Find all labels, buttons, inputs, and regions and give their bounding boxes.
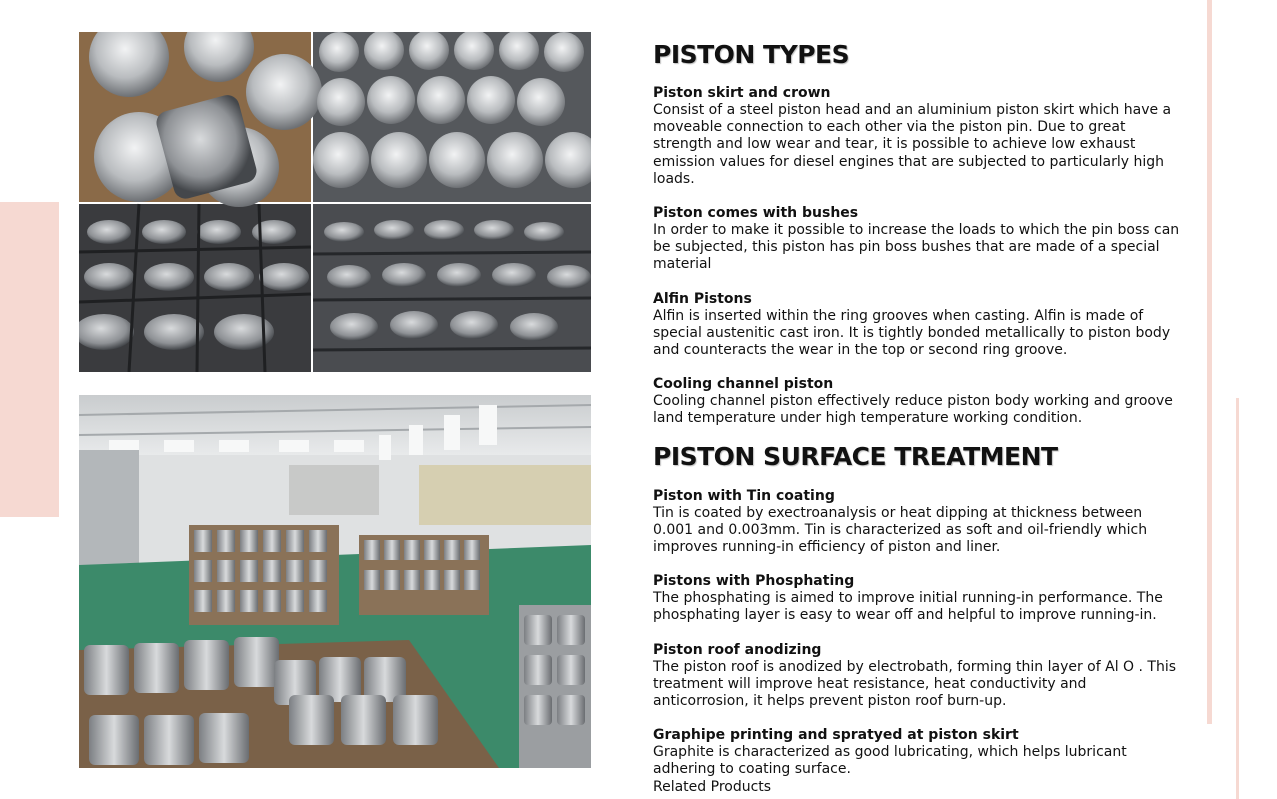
piston-type-item bbox=[653, 376, 1183, 427]
section-heading-piston-types: PISTON TYPES bbox=[653, 40, 850, 69]
treatment-item bbox=[653, 573, 1183, 624]
treatment-item bbox=[653, 642, 1183, 711]
item-title: Piston with Tin coating bbox=[653, 487, 835, 504]
item-title: Piston comes with bushes bbox=[653, 205, 859, 222]
item-description: Cooling channel piston effectively reduce piston body working and groove land temperature under high temperature working condition. bbox=[653, 393, 1173, 427]
item-description: Consist of a steel piston head and an aluminium piston skirt which have a moveable connection to each other via the piston pin. Due to great strength and low wear and tear, it is possible to achieve low exhaust emission values for diesel engines that are subjected to particularly high loads. bbox=[653, 102, 1172, 187]
related-products-link[interactable]: Related Products bbox=[653, 778, 772, 795]
decorative-bar-left bbox=[0, 202, 59, 517]
factory-floor-image bbox=[79, 395, 591, 768]
piston-type-item bbox=[653, 205, 1183, 274]
item-description: Tin is coated by exectroanalysis or heat dipping at thickness between 0.001 and 0.003mm. Tin is characterized as soft and oil-friendly which improves running-in efficiency of piston and liner. bbox=[653, 504, 1148, 556]
content-column bbox=[653, 40, 1183, 796]
item-description: The piston roof is anodized by electrobath, forming thin layer of Al O . This treatment will improve heat resistance, heat conductivity and anticorrosion, it helps prevent piston roof burn-up. bbox=[653, 658, 1177, 710]
item-title: Piston roof anodizing bbox=[653, 641, 822, 658]
item-description: The phosphating is aimed to improve initial running-in performance. The phosphating layer is easy to wear off and helpful to improve running-in. bbox=[653, 590, 1163, 624]
item-title: Cooling channel piston bbox=[653, 376, 834, 393]
treatment-item bbox=[653, 488, 1183, 557]
piston-type-item bbox=[653, 85, 1183, 188]
item-title: Piston skirt and crown bbox=[653, 85, 831, 101]
treatment-item bbox=[653, 727, 1183, 778]
item-title: Graphipe printing and spratyed at piston skirt bbox=[653, 727, 1019, 744]
item-title: Pistons with Phosphating bbox=[653, 573, 855, 590]
section-heading-surface-treatment: PISTON SURFACE TREATMENT bbox=[653, 441, 1058, 471]
decorative-line-right bbox=[1207, 0, 1212, 724]
piston-collage-image bbox=[79, 32, 591, 372]
item-description: Alfin is inserted within the ring grooves when casting. Alfin is made of special austenitic cast iron. It is tightly bonded metallically to piston body and counteracts the wear in the top or second ring groove. bbox=[653, 307, 1171, 359]
item-description: Graphite is characterized as good lubricating, which helps lubricant adhering to coating surface. bbox=[653, 744, 1127, 778]
item-description: In order to make it possible to increase the loads to which the pin boss can be subjected, this piston has pin boss bushes that are made of a special material bbox=[653, 222, 1180, 273]
item-title: Alfin Pistons bbox=[653, 290, 752, 307]
piston-type-item bbox=[653, 291, 1183, 360]
decorative-line-right-lower bbox=[1236, 398, 1239, 799]
